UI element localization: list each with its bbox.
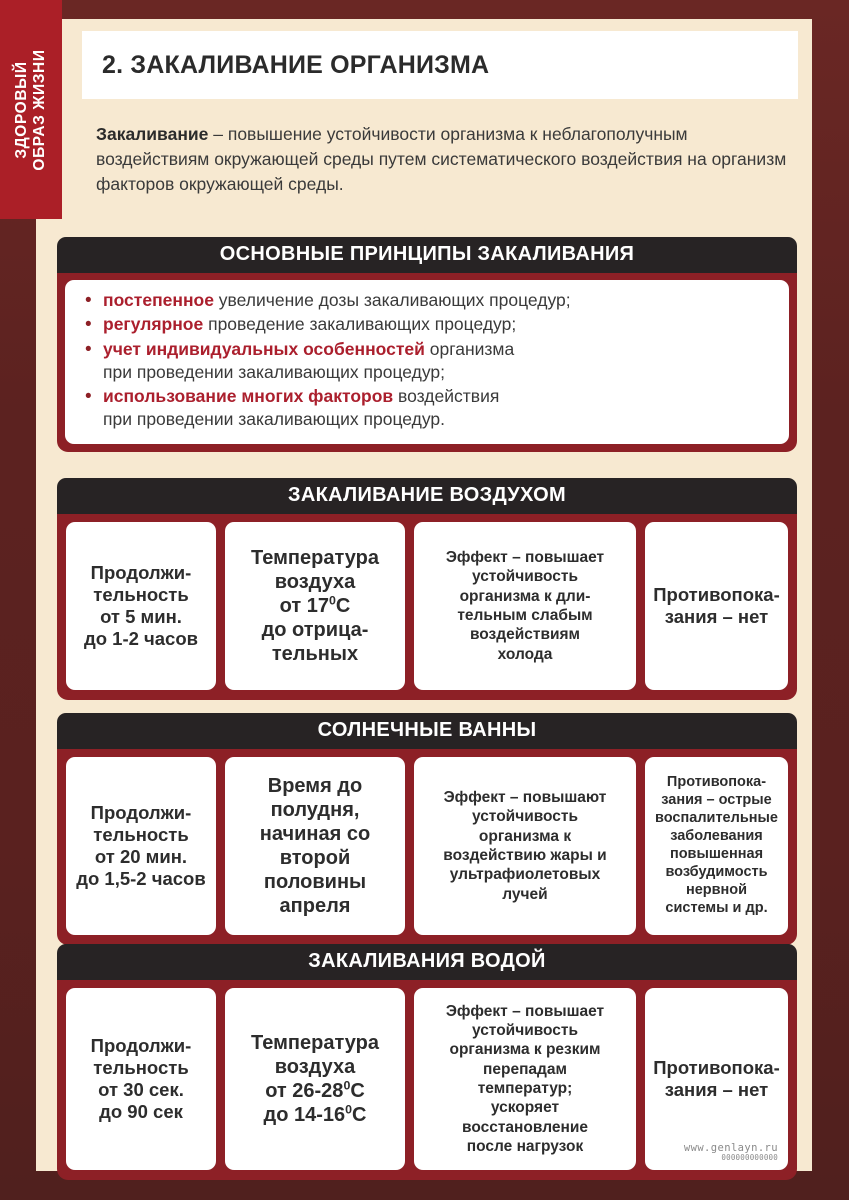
principle-highlight: регулярное <box>103 314 204 335</box>
principle-item <box>81 313 775 336</box>
section-air-header: ЗАКАЛИВАНИЕ ВОЗДУХОМ <box>57 478 797 514</box>
watermark-url: www.genlayn.ru <box>683 1142 778 1155</box>
principle-item <box>81 385 775 432</box>
poster-content-panel <box>36 19 812 1171</box>
info-card <box>225 522 405 690</box>
watermark <box>684 1143 778 1162</box>
info-card <box>645 757 788 935</box>
section-sun-baths <box>57 713 797 945</box>
info-card <box>66 522 216 690</box>
info-card <box>645 522 788 690</box>
section-principles-body <box>57 273 797 452</box>
info-card <box>414 757 636 935</box>
info-card-text: Эффект – повышает устойчивость организма к резким перепадам температур; ускоряет восстановление после нагрузок <box>445 1002 605 1156</box>
info-card-text: Время до полудня, начиная со второй половины апреля <box>259 775 371 917</box>
info-card <box>66 757 216 935</box>
info-card-text: Температура воздуха от $26-28^0С$ до $14-16^0С$ <box>251 1032 379 1126</box>
info-card <box>66 988 216 1170</box>
principle-second-line: при проведении закаливающих процедур. <box>103 409 445 430</box>
section-sun-cards <box>57 749 797 945</box>
principles-list <box>81 289 775 432</box>
section-water-hardening <box>57 944 797 1180</box>
sidebar-tab-line1: ЗДОРОВЫЙ <box>13 60 31 159</box>
principles-card <box>65 280 789 444</box>
info-card-text: Продолжи- тельность от 5 мин. до 1-2 часов <box>83 561 199 650</box>
info-card-text: Противопока- зания – нет <box>653 583 780 627</box>
section-sun-header: СОЛНЕЧНЫЕ ВАННЫ <box>57 713 797 749</box>
sidebar-tab <box>0 0 62 219</box>
sidebar-tab-text <box>13 49 49 170</box>
principle-rest: организма <box>424 338 515 359</box>
section-water-header: ЗАКАЛИВАНИЯ ВОДОЙ <box>57 944 797 980</box>
info-card <box>414 988 636 1170</box>
principle-highlight: использование многих факторов <box>103 386 394 407</box>
info-card-text: Температура воздуха от $17^0С$ до отрица- тельных <box>251 547 379 665</box>
info-card-text: Продолжи- тельность от 20 мин. до 1,5-2 часов <box>76 801 206 890</box>
principle-second-line: при проведении закаливающих процедур; <box>103 361 445 382</box>
intro-definition <box>82 116 798 197</box>
info-card-text: Эффект – повышает устойчивость организма к дли- тельным слабым воздействиям холода <box>445 548 605 663</box>
principle-rest: проведение закаливающих процедур; <box>203 314 517 335</box>
principle-item <box>81 289 775 312</box>
page-title-bar <box>82 31 798 99</box>
principle-rest: увеличение дозы закаливающих процедур; <box>213 290 571 310</box>
principle-rest: воздействия <box>393 386 500 407</box>
principle-highlight: постепенное <box>103 290 214 310</box>
page-title: 2. ЗАКАЛИВАНИЕ ОРГАНИЗМА <box>102 50 490 79</box>
principle-highlight: учет индивидуальных особенностей <box>103 338 425 359</box>
info-card-text: Эффект – повышают устойчивость организма к воздействию жары и ультрафиолетовых лучей <box>443 788 607 903</box>
section-water-cards <box>57 980 797 1180</box>
principle-item <box>81 338 775 385</box>
section-air-cards <box>57 514 797 700</box>
section-air-hardening <box>57 478 797 700</box>
info-card-text: Продолжи- тельность от 30 сек. до 90 сек <box>90 1034 192 1123</box>
info-card <box>225 988 405 1170</box>
section-principles-header: ОСНОВНЫЕ ПРИНЦИПЫ ЗАКАЛИВАНИЯ <box>57 237 797 273</box>
watermark-code: 000000000000 <box>721 1153 778 1163</box>
section-principles <box>57 237 797 452</box>
info-card-text: Противопока- зания – нет <box>653 1056 780 1100</box>
intro-body: – повышение устойчивости организма к неблагополучным воздействиям окружающей среды путем систематического воздействия на организм факторов окружающей среды. <box>96 124 787 194</box>
intro-term: Закаливание <box>96 124 209 144</box>
sidebar-tab-line2: ОБРАЗ ЖИЗНИ <box>31 48 48 171</box>
info-card <box>414 522 636 690</box>
info-card <box>645 988 788 1170</box>
info-card <box>225 757 405 935</box>
info-card-text: Противопока- зания – острые воспалительные заболевания повышенная возбудимость нервной системы и др. <box>655 774 778 916</box>
